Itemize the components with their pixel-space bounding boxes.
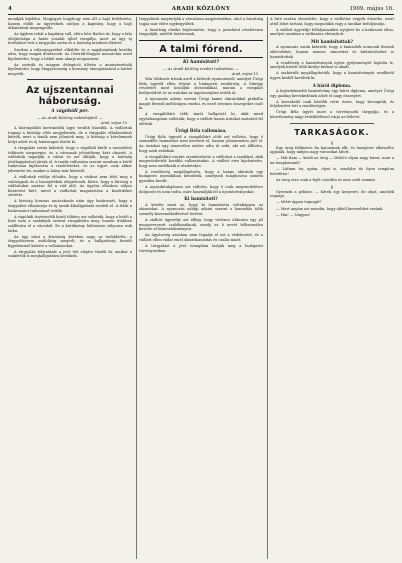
paragraph: Szerbia a válaszjegyzéket elküldte és a nagyhatalmak kezébe adta, hogy maguk döntsenek. Az Osztrák-Magyar monarchia ezzel kijelentette, hogy a békét nem akarja megzavarni. [8, 47, 132, 61]
paragraph: A vizsgálóbíró ezután szembesítette a vádlottat a tanúkkal, akik megerősítették korábbi vallomásukat. A vádlott erre kijelentette, hogy nem emlékszik a részletekre. [139, 154, 263, 168]
section-heading: Ki hamisított? [184, 196, 218, 202]
paragraph: A tárgyalás során kiderült, hogy a vágóhídi bérlő a szerződést többször megszegte, és a városnak jelentékeny kárt okozott. A vádlottak tagadják a vádat és azt állítják, hogy a hatóság jóváhagyásával jártak el. A tanúk vallomása szerint azonban a bérlő tudatosan kijátszotta a rendeleteket, és az ügyet csak akkor jelentette be, amikor a hiány már kiderült. [8, 145, 132, 173]
paragraph: A nyomozás során kiderült, hogy a hamisítók nemcsak fórendi okleveleket, hanem nemesi címereket és kitüntetéseket is hamisítottak. [270, 45, 394, 59]
section-ornament: § [331, 183, 333, 189]
paragraph: A nyomdatulajdonos azt vallotta, hogy ő csak megrendelésre dolgozott és nem tudta, mire használják fel a nyomtatványokat. [139, 185, 263, 194]
paragraph: Az ügy iránt a közönség körében nagy az érdeklődés, a tárgyalóterem zsúfolásig megtelt, és a hallgatóság feszült figyelemmel kísérte a vallomásokat. [8, 234, 132, 248]
paragraph: A vizsgálóbíró több tanút hallgatott ki, akik mind egybehangzóan vallották, hogy a vádlott hamis iratokat mutatott fel előttük. [139, 112, 263, 126]
paragraph: Az ügyben tehát a kapitány vall, előre kéri Radics úr, hogy a falu elöljárósága a határ vonalát újból vizsgálja, mert az ügy új fordulatot vett a tárgyalás során és a hatóság mindent elkövet. [8, 32, 132, 46]
paragraph: mondják kijelölni. Megjegyzi hogyhogy nem áll a hajó fedélzetén, hanem előbb az ügyvédnek szóljon a kapitány, hogy a hajó átkutatását megengedte. [8, 17, 132, 31]
column-2 [139, 17, 263, 559]
paragraph: A legérdekesebb hamisítvány egy bárói diploma, amelyet Ürögi egy gazdag kereskedőnek adott el nagy összegért. [270, 89, 394, 98]
article-headline: Az ujszentannai háboruság. [26, 84, 114, 107]
paragraph: A vádlott ügyvédje felfolyamodást nyújtott be a határozat ellen, amelyet azonban a vádtanács elutasított. [270, 27, 394, 37]
paragraph: A bíró ezután elrendelte, hogy a vádlottat vegyék őrizetbe, mert attól lehet tartani, hogy megszökik vagy a tanúkat befolyásolja. [270, 17, 394, 26]
paragraph: A bíróság hosszas tanácskozás után úgy határozott, hogy a tárgyalást elhalasztja és új tanúk kihallgatását rendeli el. A felek a határozatot tudomásul vették. [8, 199, 132, 213]
divider [27, 79, 114, 80]
page-number: 4 [8, 6, 12, 12]
issue-date: 1909. május 16. [349, 6, 394, 12]
article-byline: — Az Aradi Közlöny eredeti tudósítása. — [163, 66, 239, 71]
article-byline: — Az Aradi Közlöny tudósítójától. — [37, 115, 103, 120]
column-3 [270, 17, 394, 559]
article-subhead: Ki hamisított? [183, 59, 219, 65]
paragraph: A közvágóhídi kereskedők ügye tovább húzódik. A vádlottak tegnap a bíróság előtt megjelentek, de a tárgyalás elhalasztását kérték, mert a tanúk nem jelentek meg. A bíróság a kérelemnek helyt adott és új határnapot tűzött ki. [8, 126, 132, 144]
article-dateline: Arad, május 15. [100, 120, 128, 125]
paragraph: A kereskedő csak később vette észre, hogy becsapták, és feljelentést tett a rendőrségen. [270, 99, 394, 109]
newspaper-name: ARADI KÖZLÖNY [171, 6, 231, 12]
section-heading: A bárói diploma. [312, 82, 352, 88]
paragraph: A bizottság elnöke bejelentette, hogy a javaslatot részletesen tárgyalják, mielőtt határoznak. [139, 27, 263, 37]
paragraph: Egy öreg földmíves fia katonának állt, és hazajövet elbeszélte apjának, hogy milyen nagy városokat látott. [270, 145, 394, 155]
paragraph: A nyomozás adatai szerint Ürögi hamis okiratokkal próbálta magát fórendi méltóságra emelni, és ezzel tetemes összegeket csalt ki. [139, 97, 263, 111]
paragraph: A kérdés most az, hogy ki hamisította voltaképpen az okiratokat. A nyomozás eddigi adatai szerint a hamisítás több személy közreműködésével történt. [139, 202, 263, 217]
section-title-tarkasagok: TARKASÁGOK. [294, 127, 370, 137]
paragraph: A vádlott ügyvédje azt állítja, hogy védence áldozata egy jól megszervezett csalóbandának, amely az ő nevét felhasználva követte el bűncselekményeit. [139, 218, 263, 232]
col1-top-text [8, 17, 132, 77]
paragraph: — Hm! — Nagyon! [276, 212, 311, 217]
paragraph: Az öreg erre csak a fejét csóválta és nem szólt semmit. [276, 177, 377, 182]
paragraph: — Hát fiam — kérdi az öreg — láttál-e olyan nagy házat, mint a mi templomunk? [270, 156, 394, 165]
column-rule [136, 17, 137, 559]
headline-box [139, 40, 263, 58]
paragraph: Az osztrák és magyar delegáció ülésén a miniszterelnök kijelentette, hogy Magyarország a kormány támogatásával a határt megvédi. [8, 62, 132, 77]
paragraph: A rendőrség a hamisítványok egész gyűjteményét foglalta le, amelyek között több királyi kézirat is akadt. [270, 60, 394, 70]
paragraph: Gyermek a pékhez: — Kérek egy kenyeret, de olyat, amelyik tegnapi. [270, 189, 394, 199]
paragraph: — Miért éppen tegnapit? [276, 200, 322, 205]
paragraph: A vádlottak védője előadta, hogy a vádirat nem felel meg a valóságnak és a bizonyítékok elégtelenek. Kérte, hogy a bíróság a vádlottakat mentse fel a vád alól. Az ügyész ellenben súlyos büntetést kért, mivel a vádlottak magatartása a közérdeket sértette. [8, 174, 132, 198]
column-rule [267, 17, 268, 559]
paragraph: Ürögi Béla ügyvéd a vizsgálóbíró előtt azt vallotta, hogy ő semmiféle hamisítást nem követett el, hanem jóhiszeműen járt el. Az iratokat egy ismeretlen ember adta át neki, aki azt állította, hogy azok valódiak. [139, 134, 263, 153]
column-1 [8, 17, 132, 559]
article-dateline: Arad, május 15. [231, 71, 259, 76]
paragraph: A tárgyalást a jövő hónapban tartják meg a budapesti törvényszéken. [139, 244, 263, 253]
section-heading: Mit hamisítottak? [310, 38, 353, 44]
paragraph: — Mert anyám azt mondta, hogy abból kevesebbet eszünk. [276, 206, 384, 211]
paragraph: A rendőrség megállapította, hogy a hamis okiratok egy budapesti nyomdában készültek, amelynek tulajdonosa szintén gyanúba került. [139, 169, 263, 184]
divider [290, 123, 374, 124]
columns [8, 17, 394, 559]
paragraph: Már többször írtunk arról a hírhedt nyomozásról, amelyet Ürögi Béla ügyvéd ellen folytat a budapesti rendőrség. A bűnügy részleteit most közöljük olvasóinkkal, miután a vizsgálat befejeződött és az iratokat az ügyészséghez tették át. [139, 77, 263, 96]
paragraph: A tárgyalás folytatását a jövő hét elejére tűzték ki, amikor a szakértők is meghallgatásra kerülnek. [8, 249, 132, 259]
newspaper-page [8, 4, 394, 559]
page-header [8, 4, 394, 15]
paragraph: Az ügyészség azonban nem fogadja el ezt a védekezést, és a vádlott ellen vádat emel okirathamisítás és csalás miatt. [139, 233, 263, 242]
article-subhead: A vágóhídi per. [51, 108, 89, 114]
article-headline: A talmi fórend. [159, 43, 243, 55]
col1-body [8, 126, 132, 259]
paragraph: Ürögi Béla ügyét most a törvényszék tárgyalja, és a közvélemény nagy érdeklődéssel várja az ítéletet. [270, 110, 394, 119]
paragraph: tárgyalását megtartják a városháza nagytermében, ahol a bizottság tagjai már előre egybegyűltek. [139, 17, 263, 26]
paragraph: A vágóhídi tisztviselők közül többen azt vallották, hogy a bérlő a húst nem a szabályok szerint vizsgáltatta meg, hanem titokban szállította el a városból. Ez a körülmény különösen súlyosan esik latba. [8, 214, 132, 233]
section-heading: Ürögi Béla vallomása. [175, 128, 227, 134]
section-ornament: § [331, 139, 333, 145]
paragraph: A szakértők megállapították, hogy a hamisítványok rendkívül ügyes kézből kerültek ki. [270, 71, 394, 80]
paragraph: — Láttam én, apám, olyat is, amelybe tíz ilyen templom beleférne! [270, 166, 394, 176]
